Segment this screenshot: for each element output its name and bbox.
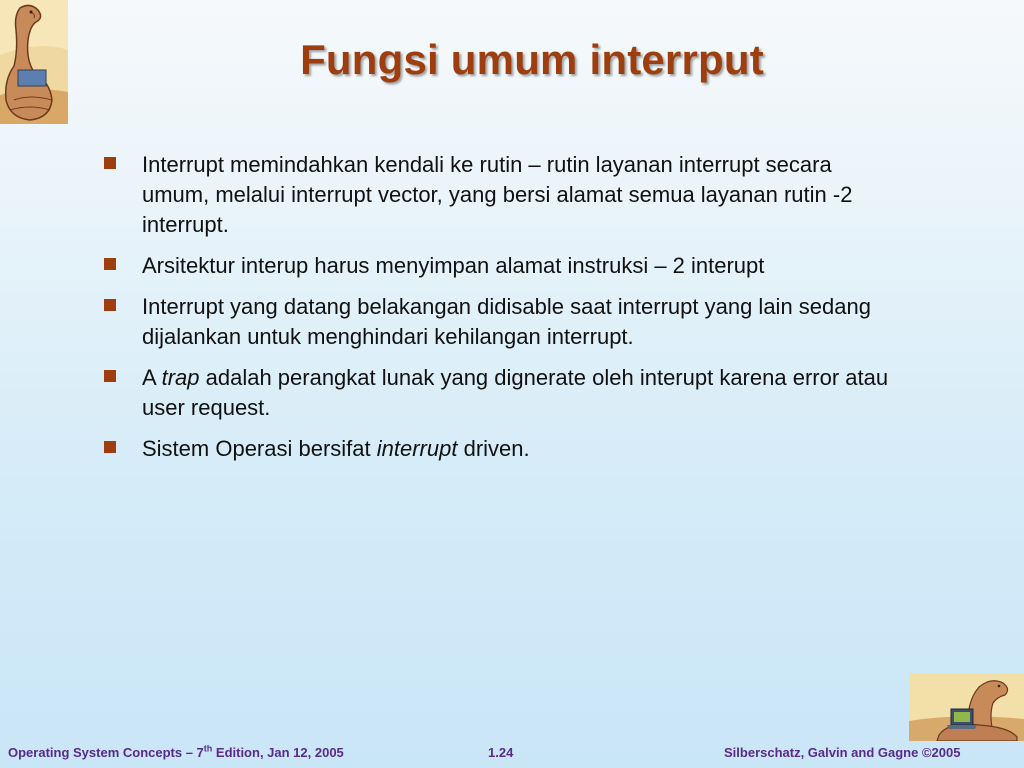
slide-title: Fungsi umum interrput bbox=[300, 36, 764, 83]
bullet-item bbox=[104, 292, 904, 352]
square-bullet-icon bbox=[104, 299, 116, 311]
square-bullet-icon bbox=[104, 370, 116, 382]
bullet-item bbox=[104, 150, 904, 240]
footer-edition-date: Edition, Jan 12, 2005 bbox=[212, 745, 344, 760]
footer-ordinal-suffix: th bbox=[203, 743, 213, 754]
footer-course-title: Operating System Concepts – 7 bbox=[8, 745, 204, 760]
bullet-text-part: A bbox=[142, 365, 162, 390]
dinosaur-laptop-icon bbox=[909, 673, 1024, 741]
bullet-text-part: driven. bbox=[457, 436, 530, 461]
bullet-item bbox=[104, 251, 904, 281]
square-bullet-icon bbox=[104, 441, 116, 453]
bullet-text: Arsitektur interup harus menyimpan alamat instruksi – 2 interupt bbox=[142, 253, 765, 278]
bullet-item bbox=[104, 434, 904, 464]
bullet-item bbox=[104, 363, 904, 423]
bullet-italic-term: interrupt bbox=[376, 436, 458, 461]
bullet-text-part: adalah perangkat lunak yang dignerate oleh interupt karena error atau user request. bbox=[142, 365, 889, 420]
square-bullet-icon bbox=[104, 157, 116, 169]
bullet-list bbox=[104, 150, 904, 475]
footer-copyright: Silberschatz, Galvin and Gagne ©2005 bbox=[724, 745, 961, 760]
page-number: 1.24 bbox=[488, 745, 514, 760]
square-bullet-icon bbox=[104, 258, 116, 270]
bullet-text-part: Sistem Operasi bersifat bbox=[142, 436, 377, 461]
bullet-italic-term: trap bbox=[161, 365, 200, 390]
footer-course-info bbox=[8, 745, 344, 760]
bullet-text: Interrupt memindahkan kendali ke rutin – rutin layanan interrupt secara umum, melalui interrupt vector, yang bersi alamat semua layanan rutin -2 interrupt. bbox=[142, 152, 853, 237]
bullet-text: Interrupt yang datang belakangan didisable saat interrupt yang lain sedang dijalankan untuk menghindari kehilangan interrupt. bbox=[142, 294, 871, 349]
